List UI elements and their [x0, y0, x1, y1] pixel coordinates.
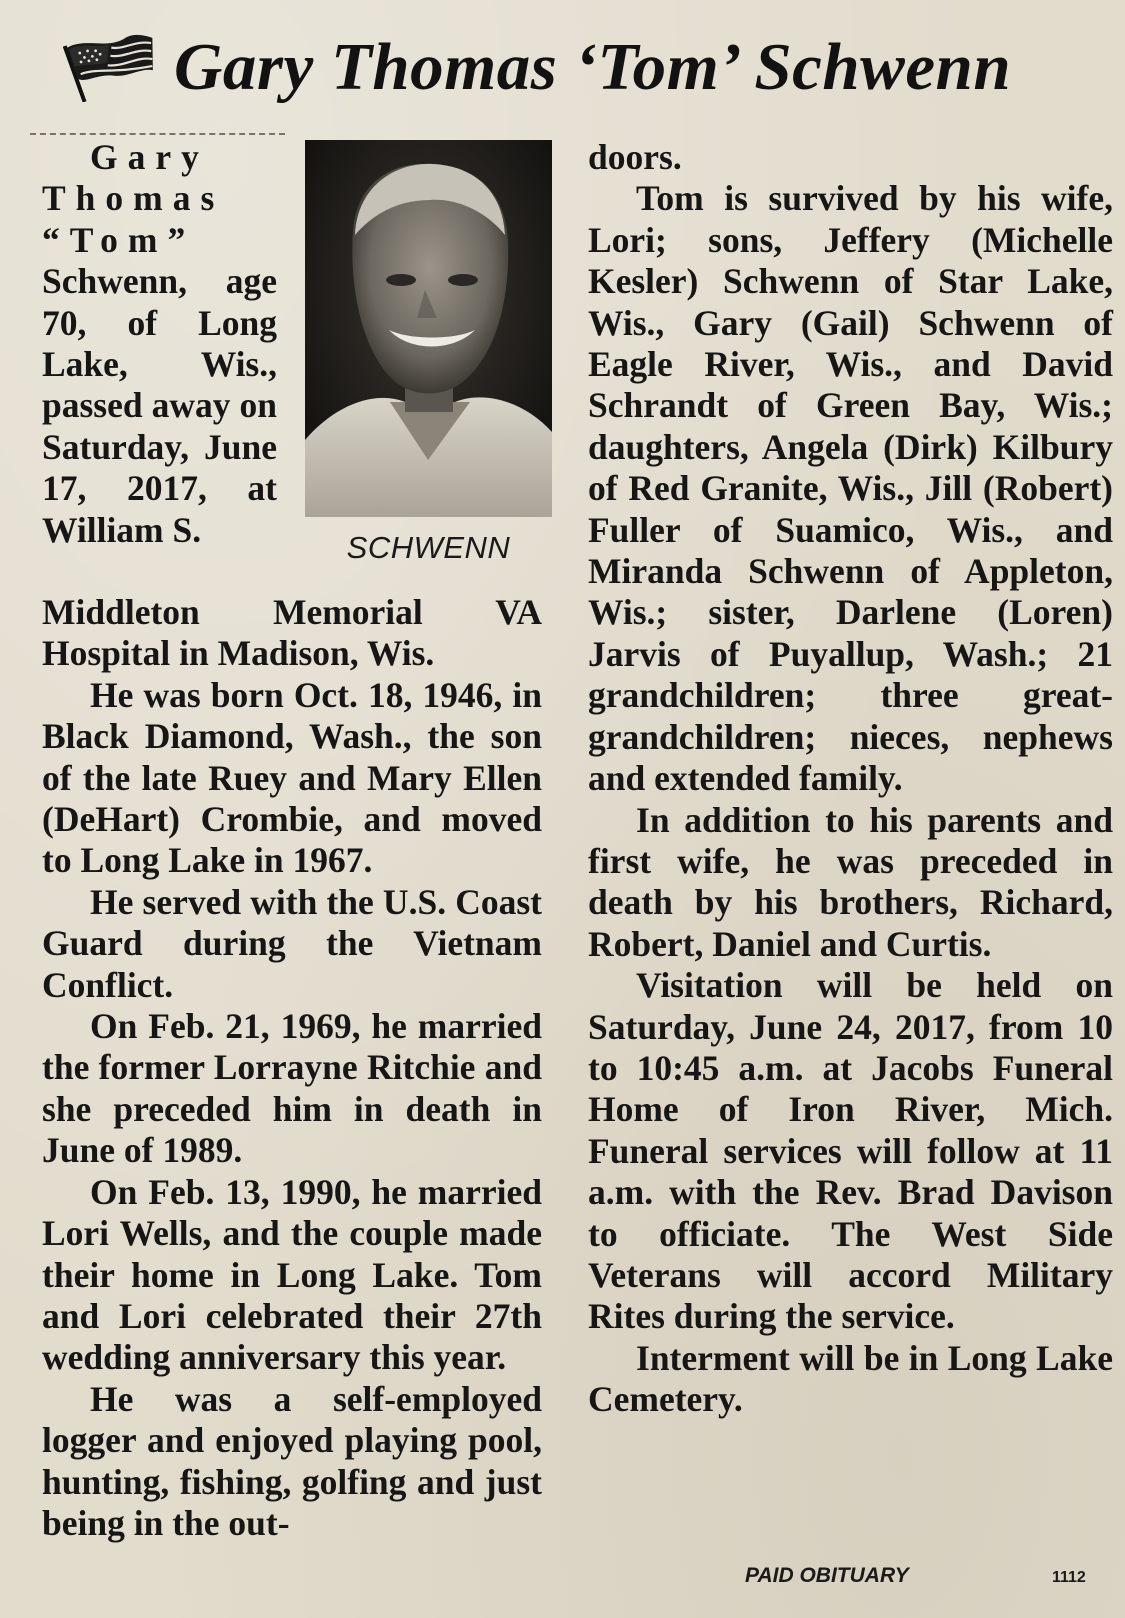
left-column — [42, 592, 542, 1544]
paragraph: On Feb. 21, 1969, he married the former Lorrayne Ritchie and she preceded him in death in June of 1989. — [42, 1006, 542, 1171]
paragraph: Visitation will be held on Saturday, June 24, 2017, from 10 to 10:45 a.m. at Jacobs Funeral Home of Iron River, Mich. Funeral services will follow at 11 a.m. with the Rev. Brad Davison to officiate. The West Side Veterans will accord Military Rites during the service. — [588, 965, 1113, 1337]
obituary-headline: Gary Thomas ‘Tom’ Schwenn — [174, 29, 1012, 104]
paragraph: He was born Oct. 18, 1946, in Black Diamond, Wash., the son of the late Ruey and Mary Ellen (DeHart) Crombie, and moved to Long Lake in 1967. — [42, 674, 542, 881]
paragraph: On Feb. 13, 1990, he married Lori Wells, and the couple made their home in Long Lake. Tom and Lori celebrated their 27th wedding anniversary this year. — [42, 1171, 542, 1378]
paid-obituary-label: PAID OBITUARY — [745, 1564, 909, 1587]
intro-column — [42, 137, 277, 551]
intro-line: Thomas — [42, 178, 225, 219]
american-flag-icon — [60, 32, 160, 102]
right-column — [588, 137, 1113, 1421]
paragraph: He served with the U.S. Coast Guard during the Vietnam Conflict. — [42, 881, 542, 1005]
intro-line: Gary — [90, 137, 209, 177]
paragraph: Tom is survived by his wife, Lori; sons, Jeffery (Michelle Kesler) Schwenn of Star Lake, Wis., Gary (Gail) Schwenn of Eagle River, Wis., and David Schrandt of Green Bay, Wis.; daughters, Angela (Dirk) Kilbury of Red Granite, Wis., Jill (Robert) Fuller of Suamico, Wis., and Miranda Schwenn of Appleton, Wis.; sister, Darlene (Loren) Jarvis of Puyallup, Wash.; 21 grandchildren; three great-grandchildren; nieces, nephews and extended family. — [588, 178, 1113, 799]
dashed-rule — [30, 133, 285, 135]
paragraph: Interment will be in Long Lake Cemetery. — [588, 1337, 1113, 1420]
paragraph-continuation: doors. — [588, 137, 682, 177]
paragraph: In addition to his parents and first wife, he was preceded in death by his brothers, Richard, Robert, Daniel and Curtis. — [588, 799, 1113, 964]
photo-caption: SCHWENN — [346, 530, 511, 565]
paragraph: He was a self-employed logger and enjoyed playing pool, hunting, fishing, golfing and just being in the out- — [42, 1378, 542, 1543]
portrait-photo — [305, 140, 552, 517]
paragraph-continuation: Middleton Memorial VA Hospital in Madison, Wis. — [42, 592, 542, 674]
intro-line: “Tom” — [42, 219, 196, 260]
intro-text: Schwenn, age 70, of Long Lake, Wis., passed away on Saturday, June 17, 2017, at William S. — [42, 261, 277, 550]
ad-code: 1112 — [1052, 1569, 1086, 1586]
headline-bar — [60, 22, 1120, 112]
